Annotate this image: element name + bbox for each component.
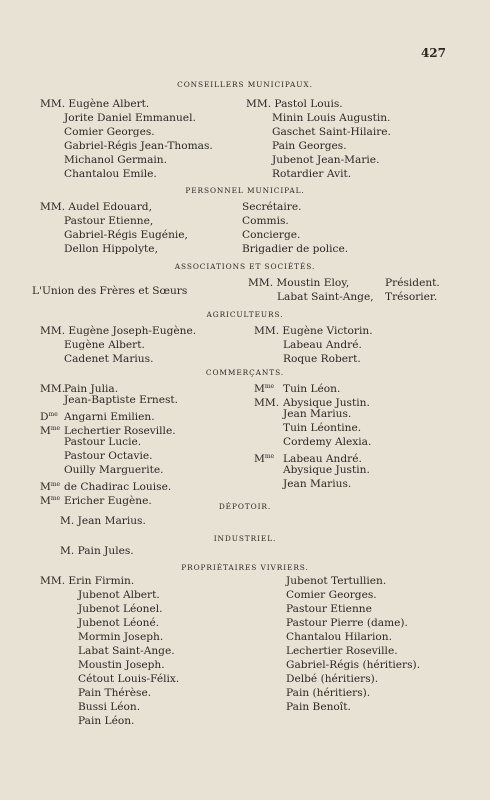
list-item: Pastour Etienne	[286, 603, 372, 615]
list-item: MM. Erin Firmin.	[40, 575, 135, 587]
list-item: MM. Eugène Joseph-Eugène.	[40, 325, 197, 337]
list-item: Labat Saint-Ange,	[277, 291, 374, 303]
person-name: Jean Marius.	[283, 408, 352, 420]
person-name: Tuin Léontine.	[283, 422, 362, 434]
list-item: Chantalou Emile.	[64, 168, 157, 180]
person-name: Pastour Octavie.	[64, 450, 153, 462]
list-item: MM. Moustin Eloy,	[248, 277, 350, 289]
list-item: Gaschet Saint-Hilaire.	[272, 126, 391, 138]
list-item: Jorite Daniel Emmanuel.	[64, 112, 196, 124]
section-heading-proprietaires: PROPRIÉTAIRES VIVRIERS.	[181, 563, 309, 572]
list-item: Rotardier Avit.	[272, 168, 352, 180]
person-name: Cordemy Alexia.	[283, 436, 372, 448]
list-item: Bussi Léon.	[78, 701, 141, 713]
role-label: Commis.	[242, 215, 289, 227]
list-item: M. Pain Jules.	[60, 545, 134, 557]
list-item: Delbé (héritiers).	[286, 673, 379, 685]
list-item: Roque Robert.	[283, 353, 361, 365]
list-item: Chantalou Hilarion.	[286, 631, 392, 643]
section-heading-associations: ASSOCIATIONS ET SOCIÉTÉS.	[174, 262, 316, 271]
list-item: Comier Georges.	[64, 126, 155, 138]
list-item: Labeau André.	[283, 339, 362, 351]
list-item: Pain Thérèse.	[78, 687, 152, 699]
list-item: Eugène Albert.	[64, 339, 145, 351]
list-item: Cétout Louis-Félix.	[78, 673, 180, 685]
person-name: Ericher Eugène.	[64, 495, 152, 507]
role-label: Brigadier de police.	[242, 243, 349, 255]
section-heading-agriculteurs: AGRICULTEURS.	[206, 310, 284, 319]
role-label: Président.	[385, 277, 440, 289]
list-item: Jubenot Jean-Marie.	[272, 154, 380, 166]
title-abbrev: M	[254, 383, 265, 395]
list-item	[40, 450, 153, 463]
section-heading-personnel: PERSONNEL MUNICIPAL.	[185, 186, 305, 195]
list-item: M. Jean Marius.	[60, 515, 146, 527]
title-abbrev: M	[40, 481, 51, 493]
title-superscript: me	[264, 383, 275, 390]
list-item: Jubenot Léonel.	[78, 603, 163, 615]
list-item: Dellon Hippolyte,	[64, 243, 158, 255]
person-name: Angarni Emilien.	[64, 411, 155, 423]
list-item: Comier Georges.	[286, 589, 377, 601]
list-item: MM. Eugène Victorin.	[254, 325, 373, 337]
list-item: MM. Eugène Albert.	[40, 98, 150, 110]
title-abbrev: D	[40, 411, 49, 423]
list-item	[254, 464, 370, 477]
list-item: MM. Pastol Louis.	[246, 98, 343, 110]
person-name: Abysique Justin.	[283, 464, 370, 476]
list-item	[40, 436, 141, 449]
list-item: Jubenot Tertullien.	[286, 575, 387, 587]
list-item: Michanol Germain.	[64, 154, 167, 166]
section-heading-industriel: INDUSTRIEL.	[213, 534, 277, 543]
list-item: MM. Audel Edouard,	[40, 201, 152, 213]
title-superscript: me	[50, 425, 61, 432]
list-item: Pastour Pierre (dame).	[286, 617, 408, 629]
person-name: Jean Marius.	[283, 478, 352, 490]
person-name: Ouilly Marguerite.	[64, 464, 164, 476]
society-name: L'Union des Frères et Sœurs	[32, 285, 188, 297]
person-name: Labeau André.	[283, 453, 362, 465]
list-item: Pain Léon.	[78, 715, 135, 727]
person-name: Abysique Justin.	[283, 397, 370, 409]
list-item	[254, 408, 351, 421]
list-item	[40, 394, 178, 407]
title-abbrev: M	[40, 495, 51, 507]
list-item	[254, 436, 371, 449]
list-item: Labat Saint-Ange.	[78, 645, 175, 657]
person-name: Lechertier Roseville.	[64, 425, 176, 437]
role-label: Trésorier.	[385, 291, 438, 303]
list-item: Pain Georges.	[272, 140, 347, 152]
list-item: Gabriel-Régis Jean-Thomas.	[64, 140, 213, 152]
list-item: Jubenot Léoné.	[78, 617, 160, 629]
list-item	[254, 478, 351, 491]
list-item: Gabriel-Régis Eugénie,	[64, 229, 188, 241]
list-item: Jubenot Albert.	[78, 589, 160, 601]
title-superscript: me	[50, 481, 61, 488]
list-item	[254, 422, 361, 435]
person-name: Pastour Lucie.	[64, 436, 142, 448]
title-abbrev: M	[40, 425, 51, 437]
person-name: Pain Julia.	[64, 383, 119, 395]
title-superscript: me	[50, 495, 61, 502]
title-abbrev: MM.	[40, 383, 66, 395]
section-heading-depotoir: DÉPOTOIR.	[218, 502, 272, 511]
list-item	[40, 464, 163, 477]
title-abbrev: MM.	[254, 397, 280, 409]
list-item: Minin Louis Augustin.	[272, 112, 391, 124]
role-label: Concierge.	[242, 229, 301, 241]
title-abbrev: M	[254, 453, 265, 465]
title-superscript: me	[264, 453, 275, 460]
list-item: Pain (héritiers).	[286, 687, 371, 699]
section-heading-commercants: COMMERÇANTS.	[205, 368, 285, 377]
list-item: Moustin Joseph.	[78, 659, 165, 671]
person-name: Tuin Léon.	[283, 383, 341, 395]
title-superscript: me	[48, 411, 58, 418]
role-label: Secrétaire.	[242, 201, 302, 213]
list-item: Gabriel-Régis (héritiers).	[286, 659, 421, 671]
list-item: Mormin Joseph.	[78, 631, 164, 643]
list-item: Pain Benoît.	[286, 701, 351, 713]
list-item: Cadenet Marius.	[64, 353, 154, 365]
person-name: Jean-Baptiste Ernest.	[64, 394, 179, 406]
person-name: de Chadirac Louise.	[64, 481, 172, 493]
page-number: 427	[420, 46, 446, 60]
list-item: Pastour Etienne,	[64, 215, 154, 227]
section-heading-conseillers: CONSEILLERS MUNICIPAUX.	[177, 80, 313, 89]
list-item: Lechertier Roseville.	[286, 645, 398, 657]
